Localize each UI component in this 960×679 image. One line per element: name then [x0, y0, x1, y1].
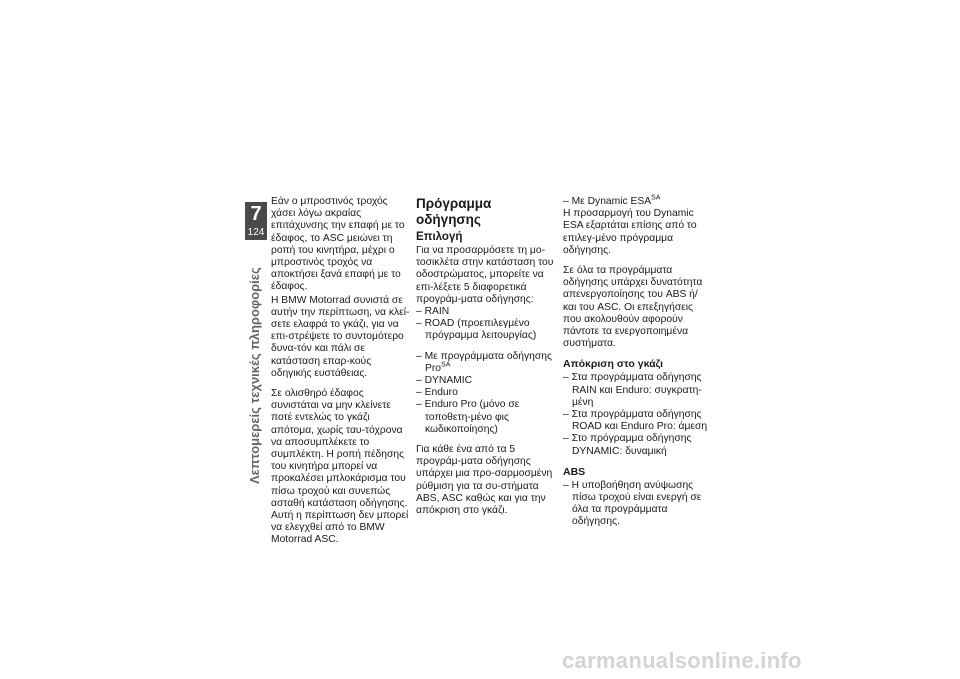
throttle-list: [563, 372, 708, 457]
paragraph: Εάν ο μπροστινός τροχός χάσει λόγω ακραίας επιτάχυνσης την επαφή με το έδαφος, το ASC μειώνει τη ροπή του κινητήρα, μέχρι ο μπροστινός τροχός να αποκτήσει ξανά επαφή με το έδαφος.: [271, 196, 405, 293]
paragraph: Σε ολισθηρό έδαφος συνιστάται να μην κλείνετε ποτέ εντελώς το γκάζι απότομα, χωρίς ταυ-τόχρονα να αποσυμπλέκετε το συμπλέκτη. Η ροπή πέδησης του κινητήρα μπορεί να προκαλέσει μπλοκάρισμα του πίσω τροχού και συνεπώς ασταθή κατάσταση οδήγησης. Αυτή η περίπτωση δεν μπορεί να ελεγχθεί από το BMW Motorrad ASC.: [271, 388, 409, 546]
list-item: – Στο πρόγραμμα οδήγησης DYNAMIC: δυναμική: [563, 433, 708, 457]
column-3: [563, 196, 708, 537]
paragraph: Για να προσαρμόσετε τη μο-τοσικλέτα στην κατάσταση του οδοστρώματος, μπορείτε να επι-λέξετε 5 διαφορετικά προγράμ-ματα οδήγησης:: [416, 245, 554, 305]
pro-mode-sublist: [416, 375, 558, 436]
sa-marker: SA: [651, 194, 661, 202]
chapter-title: Λεπτομερείς τεχνικές πληροφορίες: [247, 267, 262, 484]
pro-mode-list: [416, 351, 558, 375]
sa-marker: SA: [441, 361, 451, 369]
column-1: [271, 196, 411, 555]
page-number: 124: [245, 226, 267, 240]
subsection-heading: Επιλογή: [416, 231, 463, 243]
list-item-text: Με προγράμματα οδήγησης Pro: [424, 350, 552, 374]
paragraph: Για κάθε ένα από τα 5 προγράμ-ματα οδήγησης υπάρχει μια προ-σαρμοσμένη ρύθμιση για τα συ-στήματα ABS, ASC καθώς και για την απόκριση στο γκάζι.: [416, 444, 553, 517]
list-item: – ROAD (προεπιλεγμένο πρόγραμμα λειτουργίας): [416, 318, 558, 342]
list-item: – RAIN: [416, 306, 558, 318]
list-item: – Enduro: [416, 387, 558, 399]
esa-list: [563, 196, 708, 208]
paragraph: Σε όλα τα προγράμματα οδήγησης υπάρχει δυνατότητα απενεργοποίησης του ABS ή/και του ASC. Οι επεξηγήσεις που ακολουθούν αφορούν πάντοτε τα ενεργοποιημένα συστήματα.: [563, 265, 703, 350]
watermark: carmanualsonline.info: [562, 648, 802, 673]
mode-list: [416, 306, 558, 343]
list-item: – Στα προγράμματα οδήγησης RAIN και Enduro: συγκρατη-μένη: [563, 372, 708, 409]
subsection-heading: Απόκριση στο γκάζι: [563, 358, 664, 371]
subsection-heading: ABS: [563, 465, 586, 478]
column-2: [416, 196, 558, 525]
list-item: – Η υποβοήθηση ανύψωσης πίσω τροχού είναι ενεργή σε όλα τα προγράμματα οδήγησης.: [563, 480, 708, 529]
list-item: – DYNAMIC: [416, 375, 558, 387]
abs-list: [563, 480, 708, 529]
list-item-text: Με Dynamic ESA: [571, 196, 652, 207]
paragraph: Η προσαρμογή του Dynamic ESA εξαρτάται επίσης από το επιλεγ-μένο πρόγραμμα οδήγησης.: [563, 208, 697, 256]
section-heading: Πρόγραμμα οδήγησης: [416, 196, 492, 227]
list-item: – Στα προγράμματα οδήγησης ROAD και Enduro Pro: άμεση: [563, 409, 708, 433]
list-item: [416, 351, 558, 375]
chapter-number: 7: [245, 202, 267, 226]
list-item: – Enduro Pro (μόνο σε τοποθετη-μένο φις κωδικοποίησης): [416, 399, 558, 436]
list-item: [563, 196, 708, 208]
paragraph: Η BMW Motorrad συνιστά σε αυτήν την περίπτωση, να κλεί-σετε ελαφρά το γκάζι, για να επι-στρέψετε το συντομότερο δυνα-τόν και πάλι σε κατάσταση επαρ-κούς οδηγικής ευστάθειας.: [271, 294, 410, 379]
